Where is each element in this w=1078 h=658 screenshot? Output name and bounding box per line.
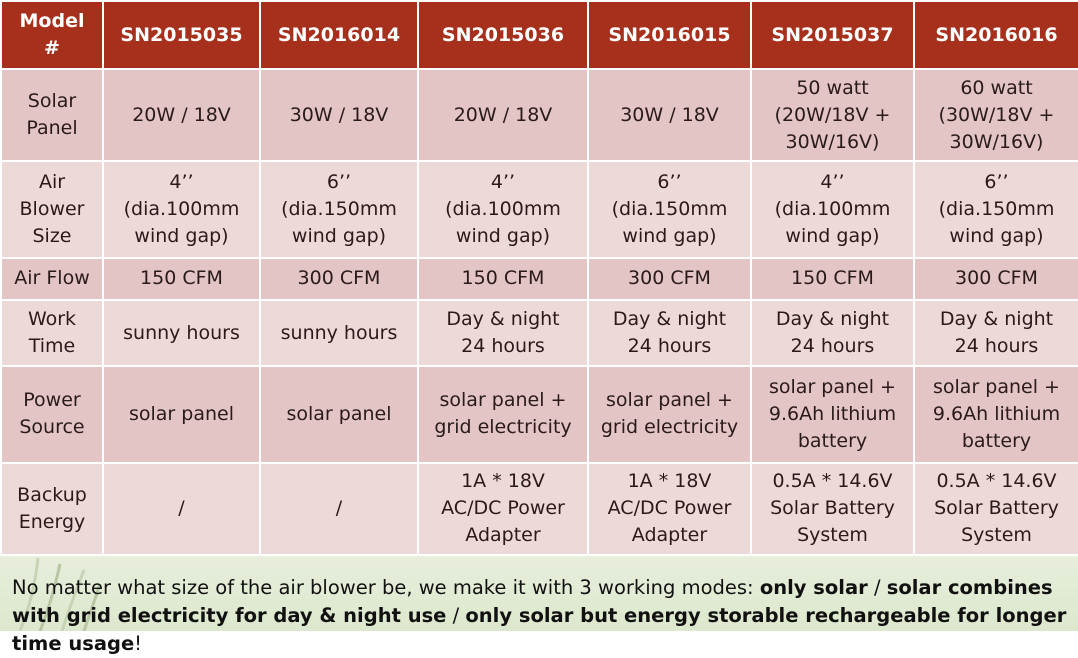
row-header-cell — [1, 258, 103, 300]
cell-text: 300 CFM — [955, 267, 1038, 290]
table-row — [1, 161, 1078, 257]
row-header-label: Time — [28, 335, 76, 358]
cell-text: (dia.100mm — [774, 198, 891, 221]
cell-text: 30W/16V) — [949, 130, 1044, 153]
model-header: SN2016014 — [260, 1, 418, 69]
cell-text: wind gap) — [949, 225, 1044, 248]
footer-exclamation: ! — [134, 632, 142, 655]
cell-text: AC/DC Power — [607, 497, 732, 520]
table-cell — [103, 258, 260, 300]
cell-text: grid electricity — [434, 416, 572, 439]
cell-text: Day & night — [939, 308, 1054, 331]
cell-text: wind gap) — [134, 225, 229, 248]
row-header-label: Size — [32, 225, 72, 248]
table-cell — [103, 300, 260, 366]
table-cell — [418, 366, 588, 462]
table-cell — [103, 463, 260, 555]
cell-text: 6’’ — [657, 171, 682, 194]
row-header-label: Air Flow — [14, 267, 90, 290]
cell-text: sunny hours — [280, 321, 398, 344]
footer-text — [12, 574, 1072, 658]
row-header-label: Power — [23, 389, 81, 412]
table-cell — [260, 161, 418, 257]
table-cell — [260, 69, 418, 161]
cell-text: 9.6Ah lithium — [768, 402, 897, 425]
row-header-cell — [1, 300, 103, 366]
cell-text: solar panel — [128, 402, 234, 425]
row-header-label: Work — [27, 308, 77, 331]
row-header-label: Panel — [26, 117, 78, 140]
row-header-label: Air — [38, 171, 66, 194]
cell-text: 1A * 18V — [627, 470, 712, 493]
table-cell — [260, 300, 418, 366]
cell-text: wind gap) — [455, 225, 551, 248]
cell-text: Adapter — [465, 524, 541, 547]
table-row — [1, 300, 1078, 366]
table-cell — [914, 366, 1078, 462]
table-cell — [103, 366, 260, 462]
table-cell — [751, 366, 914, 462]
cell-text: 24 hours — [627, 335, 712, 358]
cell-text: 4’’ — [169, 171, 194, 194]
cell-text: 1A * 18V — [461, 470, 545, 493]
footer-separator: / — [446, 604, 466, 627]
table-body — [1, 69, 1078, 555]
footer-mode-storable: only solar but energy storable rechargeable for longer time usage — [12, 604, 1067, 655]
cell-text: / — [178, 497, 185, 520]
table-row — [1, 463, 1078, 555]
model-header: SN2016016 — [914, 1, 1078, 69]
footer-separator: / — [867, 576, 887, 599]
header-row — [1, 1, 1078, 69]
cell-text: 24 hours — [790, 335, 875, 358]
cell-text: 9.6Ah lithium — [932, 402, 1061, 425]
table-row — [1, 366, 1078, 462]
cell-text: 150 CFM — [461, 267, 545, 290]
table-cell — [588, 463, 751, 555]
cell-text: 0.5A * 14.6V — [772, 470, 893, 493]
cell-text: solar panel + — [933, 375, 1060, 398]
cell-text: 150 CFM — [140, 267, 223, 290]
row-header-label: Source — [19, 416, 85, 439]
cell-text: battery — [797, 429, 868, 452]
cell-text: (30W/18V + — [938, 103, 1055, 126]
row-header-cell — [1, 366, 103, 462]
cell-text: (20W/18V + — [774, 103, 891, 126]
table-cell — [751, 258, 914, 300]
model-header-label: Model — [19, 10, 85, 32]
model-header: SN2015036 — [418, 1, 588, 69]
cell-text: sunny hours — [123, 321, 240, 344]
footer-note — [0, 556, 1078, 655]
cell-text: 6’’ — [326, 171, 352, 194]
table-cell — [418, 300, 588, 366]
footer-mode-solar-grid: solar combines with grid electricity for day & night use — [12, 576, 1053, 627]
model-header: SN2015037 — [751, 1, 914, 69]
cell-text: wind gap) — [291, 225, 387, 248]
cell-text: 20W / 18V — [132, 103, 231, 126]
table-cell — [418, 69, 588, 161]
row-header-label: Blower — [19, 198, 85, 221]
row-header-cell — [1, 463, 103, 555]
cell-text: (dia.100mm — [123, 198, 240, 221]
row-header-cell — [1, 161, 103, 257]
cell-text: 20W / 18V — [453, 103, 553, 126]
cell-text: Day & night — [446, 308, 560, 331]
cell-text: solar panel + — [769, 375, 896, 398]
cell-text: wind gap) — [622, 225, 717, 248]
cell-text: System — [797, 524, 868, 547]
footer-mode-only-solar: only solar — [759, 576, 868, 599]
table-cell — [418, 258, 588, 300]
cell-text: Solar Battery — [770, 497, 895, 520]
cell-text: Day & night — [612, 308, 727, 331]
table-cell — [103, 161, 260, 257]
row-header-label: Backup — [17, 483, 87, 506]
table-cell — [751, 69, 914, 161]
table-cell — [418, 463, 588, 555]
cell-text: Adapter — [631, 524, 708, 547]
cell-text: wind gap) — [785, 225, 880, 248]
table-cell — [914, 300, 1078, 366]
table-cell — [260, 366, 418, 462]
table-cell — [103, 69, 260, 161]
row-header-label: Solar — [27, 90, 77, 113]
row-header-label: Energy — [18, 510, 86, 533]
table-cell — [914, 258, 1078, 300]
cell-text: (dia.150mm — [281, 198, 397, 221]
cell-text: (dia.100mm — [445, 198, 561, 221]
cell-text: / — [335, 497, 343, 520]
cell-text: Day & night — [775, 308, 890, 331]
table-row — [1, 69, 1078, 161]
table-cell — [260, 258, 418, 300]
cell-text: (dia.150mm — [938, 198, 1055, 221]
cell-text: battery — [961, 429, 1032, 452]
cell-text: 30W / 18V — [289, 103, 389, 126]
table-cell — [588, 300, 751, 366]
table-row — [1, 258, 1078, 300]
table-cell — [418, 161, 588, 257]
cell-text: grid electricity — [600, 416, 739, 439]
table-cell — [751, 463, 914, 555]
cell-text: Solar Battery — [934, 497, 1059, 520]
cell-text: (dia.150mm — [611, 198, 728, 221]
cell-text: 300 CFM — [628, 267, 711, 290]
cell-text: AC/DC Power — [441, 497, 565, 520]
table-cell — [588, 69, 751, 161]
model-header-cell — [1, 1, 103, 69]
cell-text: 150 CFM — [791, 267, 874, 290]
cell-text: 50 watt — [796, 76, 869, 99]
cell-text: solar panel — [286, 402, 392, 425]
cell-text: 4’’ — [820, 171, 845, 194]
cell-text: 0.5A * 14.6V — [936, 470, 1057, 493]
table-cell — [914, 463, 1078, 555]
table-cell — [914, 161, 1078, 257]
cell-text: 60 watt — [960, 76, 1033, 99]
table-cell — [588, 258, 751, 300]
table-cell — [751, 300, 914, 366]
table-cell — [751, 161, 914, 257]
table-cell — [588, 366, 751, 462]
model-header-hash: # — [44, 37, 60, 59]
cell-text: 24 hours — [954, 335, 1039, 358]
cell-text: solar panel + — [606, 389, 733, 412]
cell-text: 24 hours — [461, 335, 545, 358]
cell-text: solar panel + — [439, 389, 567, 412]
cell-text: 30W/16V) — [785, 130, 880, 153]
model-header: SN2015035 — [103, 1, 260, 69]
table-cell — [914, 69, 1078, 161]
table-cell — [588, 161, 751, 257]
cell-text: 30W / 18V — [620, 103, 719, 126]
model-header: SN2016015 — [588, 1, 751, 69]
cell-text: 4’’ — [490, 171, 516, 194]
footer-text-normal: No matter what size of the air blower be, we make it with 3 working modes: — [12, 576, 760, 599]
cell-text: 300 CFM — [297, 267, 381, 290]
row-header-cell — [1, 69, 103, 161]
table-cell — [260, 463, 418, 555]
cell-text: 6’’ — [984, 171, 1009, 194]
cell-text: System — [961, 524, 1032, 547]
